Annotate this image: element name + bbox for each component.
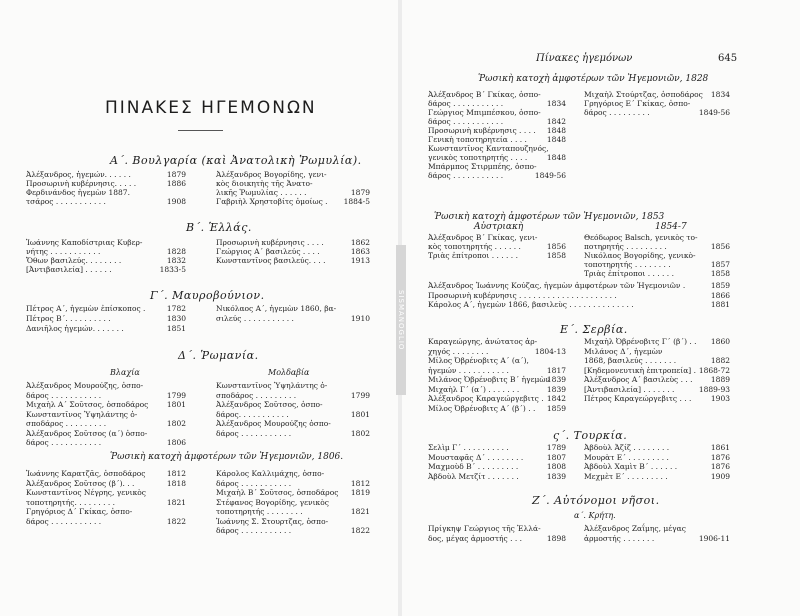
title-divider	[178, 130, 223, 131]
section-heading-montenegro: Γ΄. Μαυροβούνιον.	[150, 289, 265, 302]
occupation-heading-1806: Ῥωσικὴ κατοχὴ ἀμφοτέρων τῶν Ἡγεμονιῶν, 1806.	[110, 452, 344, 462]
entry-year: 1851	[166, 324, 186, 333]
occupation-subheading-years: 1854-7	[655, 222, 687, 232]
entry-text: δάρος. . . . . . . . . . .	[216, 409, 289, 419]
entry-text: γενικὸς τοποτηρητής . . . .	[428, 153, 528, 162]
entry-text: Ἰωάννης Καρατζᾶς, ὁσποδάρος	[26, 469, 146, 478]
entry-year: 1863	[350, 247, 370, 256]
entry-text: δάρος . . . . . . . . . . .	[216, 428, 292, 438]
entry-text: Μιχαὴλ Β΄ Σοῦτσος, ὁσποδάρος	[216, 488, 339, 497]
entry-text: Γρηγόριος Δ΄ Γκίκας, ὁσπο-	[26, 507, 133, 516]
occupation-heading-1828: Ῥωσικὴ κατοχὴ ἀμφοτέρων τῶν Ἡγεμονιῶν, 1828	[478, 74, 709, 84]
entry-year: 1859	[546, 403, 566, 413]
entry-year: 1908	[166, 197, 186, 206]
entry-text: δάρος . . . . . . . . .	[584, 108, 650, 117]
entry-text: [Ἀντιβασιλεία] . . . . . .	[26, 265, 112, 274]
entry-year: 1802	[166, 419, 186, 428]
entry-text: Σελὶμ Γ΄ . . . . . . . . . .	[428, 443, 509, 452]
entry-year: 1839	[546, 384, 566, 394]
entry-year: 1806	[166, 438, 186, 447]
entry-text: Στέφανος Βογορίδης, γενικὸς	[216, 497, 329, 507]
entry-year: 1859	[710, 281, 730, 290]
entry-year: 1821	[350, 507, 370, 516]
entry-text: Μιχαὴλ Α΄ Σοῦτσος, ὁσποδάρος	[26, 400, 149, 409]
entry-text: Ἀλέξανδρος Α΄ βασιλεὺς . . .	[584, 375, 693, 384]
entry-text: [Ἀντιβασιλεία] . . . . . . .	[584, 384, 675, 394]
entry-text: Τριὰς ἐπίτροποι . . . . . .	[428, 251, 518, 260]
entry-text: Γενικὴ τοποτηρητεία . . . .	[428, 135, 527, 144]
entry-year: 1782	[166, 304, 186, 313]
entry-text: Μιλάνος Δ΄, ἡγεμὼν	[584, 346, 663, 356]
entry-text: Ἰωάννης Καποδίστριας Κυβερ-	[26, 238, 143, 247]
entry-text: Ἀλέξανδρος Μουρούζης ὁσπο-	[216, 419, 331, 428]
page-title: ΠΙΝΑΚΕΣ ΗΓΕΜΟΝΩΝ	[105, 98, 317, 118]
entry-text: Γεώργιος Α΄ βασιλεύς . . . .	[216, 247, 320, 256]
entry-year: 1822	[350, 526, 370, 535]
entry-year: 1849-56	[698, 108, 730, 117]
entry-text: Πέτρος Β΄. . . . . . . . . .	[26, 314, 111, 323]
entry-year: 1856	[710, 242, 730, 251]
library-stamp: SISMANOGLIO	[396, 245, 406, 395]
entry-year: 1857	[710, 260, 730, 269]
entry-text: Κωνσταντῖνος Κανταπουζηνός,	[428, 144, 549, 153]
entry-text: ἡγεμών . . . . . . . . . . .	[428, 365, 509, 375]
entry-text: Κωνσταντῖνος Νέγρης, γενικὸς	[26, 488, 146, 497]
entry-text: Κωνσταντῖνος Ὑψηλάντης ὁ-	[26, 409, 138, 419]
entry-year: 1842	[546, 117, 566, 126]
entry-text: Μιχαὴλ Ὀβρένοβιτς Γ΄ (β΄) . .	[584, 337, 697, 346]
entry-year: 1876	[710, 452, 730, 462]
entry-text: Ἀβδοὺλ Χαμὶτ Β΄ . . . . . .	[584, 462, 678, 471]
entry-year: 1812	[350, 478, 370, 488]
entry-text: Μουσταφᾶς Δ΄ . . . . . . . .	[428, 452, 524, 462]
entry-text: σποδάρος . . . . . . . . .	[26, 419, 107, 428]
entry-text: λικῆς Ῥωμυλίας . . . . . .	[216, 188, 307, 197]
entry-text: Ἀλέξανδρος Μουρούζης, ὁσπο-	[26, 381, 144, 390]
entry-year: 1858	[546, 251, 566, 260]
entry-text: Κωνσταντῖνος βασιλεύς. . . .	[216, 256, 326, 265]
entry-text: Μίλος Ὀβρένοβιτς Α΄ (β΄) . .	[428, 403, 536, 413]
entry-text: Νικόλαος Α΄, ἡγεμὼν 1860, βα-	[216, 304, 337, 313]
entry-text: δάρος . . . . . . . . . . .	[26, 516, 102, 526]
entry-year: 1789	[546, 443, 566, 452]
entry-text: Μιχαὴλ Γ΄ (α΄) . . . . . . .	[428, 384, 520, 394]
entry-year: 1882	[710, 356, 730, 365]
entry-text: Ἀλέξανδρος Σοῦτσος (β΄). . .	[26, 478, 135, 488]
entry-text: δάρος . . . . . . . . . . .	[428, 171, 504, 180]
entry-year: 1834	[710, 90, 730, 99]
entry-year: 1858	[710, 269, 730, 278]
entry-year: 1818	[166, 478, 186, 488]
entry-year: 1848	[546, 135, 566, 144]
entry-text: Ἀλέξανδρος Ἰωάννης Κούζας, ἡγεμὼν ἀμφοτέρων τῶν Ἡγεμονιῶν .	[428, 281, 686, 290]
entry-text: Φερδινάνδος ἡγεμὼν 1887.	[26, 188, 130, 197]
entry-text: Κάρολος Καλλιμάχης, ὁσπο-	[216, 469, 325, 478]
entry-text: Μιλάνος Ὀβρένοβιτς Β΄ ἡγεμὼν	[428, 375, 551, 384]
entry-year: 1828	[166, 247, 186, 256]
entry-text: Προσωρινὴ κυβέρνησις. . . . .	[26, 179, 137, 188]
occupation-heading-1853: Ῥωσικὴ κατοχὴ ἀμφοτέρων τῶν Ἡγεμονιῶν, 1853	[434, 212, 665, 222]
subheading-wallachia: Βλαχία	[110, 368, 140, 377]
entry-text: Γαβριὴλ Χρηστοβίτς ὁμοίως .	[216, 197, 328, 206]
entry-year: 1812	[166, 469, 186, 478]
entry-year: 1799	[350, 390, 370, 400]
entry-text: Μπάρμπος Στιρμπέης, ὁσπο-	[428, 162, 537, 171]
entry-year: 1817	[546, 365, 566, 375]
running-head: Πίνακες ἡγεμόνων	[536, 53, 633, 64]
entry-text: τσάρος . . . . . . . . . . .	[26, 197, 106, 206]
entry-text: Κάρολος Α΄, ἡγεμὼν 1866, βασιλεὺς . . . . . . . . . . . . . .	[428, 300, 634, 309]
entry-text: Γρηγόριος Ε΄ Γκίκας, ὁσπο-	[584, 99, 691, 108]
entry-text: 1868, βασιλεύς . . . . . . .	[584, 356, 677, 365]
entry-text: δάρος . . . . . . . . . . .	[428, 99, 504, 108]
entry-year: 1913	[350, 256, 370, 265]
entry-year: 1802	[350, 428, 370, 438]
page-number: 645	[718, 53, 738, 64]
entry-year: 1830	[166, 314, 186, 323]
entry-text: Πέτρος Καραγεώργεβιτς . . .	[584, 394, 692, 403]
entry-year: 1903	[710, 394, 730, 403]
entry-year: 1856	[546, 242, 566, 251]
entry-text: τοποτηρητής . . . . . . . .	[584, 260, 671, 269]
entry-text: Ἀλέξανδρος, ἡγεμών. . . . . .	[26, 170, 131, 179]
entry-text: δάρος . . . . . . . . . . .	[26, 438, 102, 447]
entry-text: Ἀλέξανδρος Β΄ Γκίκας, γενι-	[428, 233, 538, 242]
entry-text: [Κηδεμονευτικὴ ἐπιτροπεία] .	[584, 365, 696, 375]
entry-year: 1801	[166, 400, 186, 409]
entry-text: νήτης . . . . . . . . . . .	[26, 247, 101, 256]
entry-text: κὸς τοποτηρητής . . . . . .	[428, 242, 521, 251]
entry-year: 1886	[166, 179, 186, 188]
entry-text: Προσωρινὴ κυβέρνησις . . . .	[216, 238, 324, 247]
entry-year: 1833-5	[159, 265, 186, 274]
entry-year: 1868-72	[698, 365, 730, 375]
entry-year: 1910	[350, 314, 370, 323]
entry-year: 1799	[166, 390, 186, 400]
entry-text: Μίλος Ὀβρένοβιτς Α΄ (α΄),	[428, 356, 529, 365]
entry-text: Μιχαὴλ Στούρτζας, ὁσποδάρος	[584, 90, 703, 99]
section-heading-romania: Δ΄. Ῥωμανία.	[178, 349, 259, 362]
occupation-subheading-austrian: Αὐστριακὴ	[474, 222, 524, 232]
entry-text: Προσωρινὴ κυβέρνησις . . . . . . . . . . . . . . . . . . . . .	[428, 290, 617, 300]
entry-year: 1884-5	[343, 197, 370, 206]
entry-text: δάρος . . . . . . . . . . .	[216, 478, 292, 488]
entry-text: Μεχμὲτ Ε΄ . . . . . . . . .	[584, 471, 668, 481]
subheading-moldavia: Μολδαβία	[268, 368, 310, 377]
entry-text: Ἀλέξανδρος Σοῦτσος, ὁσπο-	[216, 400, 323, 409]
entry-text: Ἀβδοὺλ Ἀζίζ . . . . . . . .	[584, 443, 670, 452]
entry-year: 1807	[546, 452, 566, 462]
entry-text: Μαχμοὺδ Β΄ . . . . . . . . .	[428, 462, 519, 471]
entry-text: Ἀλέξανδρος Β΄ Γκίκας, ὁσπο-	[428, 90, 541, 99]
entry-text: τοποτηρητής . . . . . . . .	[216, 507, 303, 516]
section-heading-greece: Β΄. Ἑλλάς.	[186, 221, 252, 234]
entry-text: Δανιῆλος ἡγεμών. . . . . . .	[26, 324, 124, 333]
entry-year: 1808	[546, 462, 566, 471]
entry-year: 1879	[350, 188, 370, 197]
entry-year: 1839	[546, 471, 566, 481]
entry-year: 1862	[350, 238, 370, 247]
entry-year: 1909	[710, 471, 730, 481]
entry-text: Πέτρος Α΄, ἡγεμὼν ἐπίσκοπος .	[26, 304, 146, 313]
entry-year: 1889	[710, 375, 730, 384]
entry-text: χηγός . . . . . . . .	[428, 346, 489, 356]
entry-year: 1832	[166, 256, 186, 265]
entry-text: Ἀλέξανδρος Σοῦτσος (α΄) ὁσπο-	[26, 428, 148, 438]
entry-year: 1819	[350, 488, 370, 497]
entry-text: Ἀλέξανδρος Βογορίδης, γενι-	[216, 170, 327, 179]
entry-text: Πρίγκηψ Γεώργιος τῆς Ἑλλά-	[428, 524, 541, 533]
subheading-crete: α΄. Κρήτη.	[574, 511, 616, 520]
entry-year: 1860	[710, 337, 730, 346]
entry-text: ἁρμοστής . . . . . . .	[584, 533, 655, 543]
entry-year: 1821	[166, 497, 186, 507]
entry-year: 1879	[166, 170, 186, 179]
entry-year: 1834	[546, 99, 566, 108]
entry-text: δος, μέγας ἁρμοστής . . .	[428, 533, 523, 543]
entry-year: 1866	[710, 290, 730, 300]
entry-year: 1842	[546, 394, 566, 403]
entry-year: 1876	[710, 462, 730, 471]
entry-text: Μουρὰτ Ε΄ . . . . . . . . .	[584, 452, 669, 462]
entry-year: 1906-11	[698, 533, 730, 543]
entry-year: 1881	[710, 300, 730, 309]
entry-text: Ἀβδοὺλ Μετζίτ . . . . . . .	[428, 471, 519, 481]
entry-text: Θεόδωρος Balsch, γενικὸς το-	[584, 233, 698, 242]
section-heading-turkey: ς΄. Τουρκία.	[553, 429, 628, 442]
entry-year: 1804-13	[534, 346, 566, 356]
entry-text: Ἀλέξανδρος Καραγεώργεβιτς .	[428, 394, 544, 403]
entry-text: Ἀλέξανδρος Ζαΐμης, μέγας	[584, 524, 686, 533]
section-heading-bulgaria: Α΄. Βουλγαρία (καὶ Ἀνατολικὴ Ῥωμυλία).	[110, 154, 362, 167]
entry-text: τοποτηρητής. . . . . . . . .	[26, 497, 116, 507]
entry-year: 1849-56	[534, 171, 566, 180]
entry-year: 1822	[166, 516, 186, 526]
entry-text: δάρος . . . . . . . . . . .	[26, 390, 102, 400]
entry-text: σιλεύς . . . . . . . . . . .	[216, 314, 294, 323]
entry-year: 1801	[350, 409, 370, 419]
entry-text: δάρος . . . . . . . . . . .	[216, 526, 292, 535]
entry-text: Κωνσταντῖνος Ὑψηλάντης ὁ-	[216, 381, 328, 390]
entry-text: Ἰωάννης Σ. Στουρτζας, ὁσπο-	[216, 516, 329, 526]
entry-text: Καραγεώργης, ἀνώτατος ἀρ-	[428, 337, 538, 346]
entry-text: κὸς διοικητὴς τῆς Ἀνατο-	[216, 179, 313, 188]
section-heading-serbia: Ε΄. Σερβία.	[560, 323, 628, 336]
entry-text: σποδάρος . . . . . . . . .	[216, 390, 297, 400]
entry-year: 1848	[546, 153, 566, 162]
entry-text: Προσωρινὴ κυβέρνησις . . . .	[428, 126, 536, 135]
entry-year: 1889-93	[698, 384, 730, 394]
entry-text: ποτηρητής . . . . . . . . .	[584, 242, 667, 251]
entry-text: δάρος . . . . . . . . . . .	[428, 117, 504, 126]
entry-text: Νικόλαος Βογορίδης, γενικὸ-	[584, 251, 696, 260]
entry-text: Γεώργιος Μπιμπέσκου, ὁσπο-	[428, 108, 541, 117]
section-heading-autonomous-islands: Ζ΄. Αὐτόνομοι νῆσοι.	[532, 494, 660, 507]
entry-year: 1839	[546, 375, 566, 384]
entry-text: Ὄθων βασιλεύς. . . . . . . .	[26, 256, 122, 265]
entry-text: Τριὰς ἐπίτροποι . . . . . .	[584, 269, 674, 278]
entry-year: 1898	[546, 533, 566, 543]
entry-year: 1848	[546, 126, 566, 135]
entry-year: 1861	[710, 443, 730, 452]
